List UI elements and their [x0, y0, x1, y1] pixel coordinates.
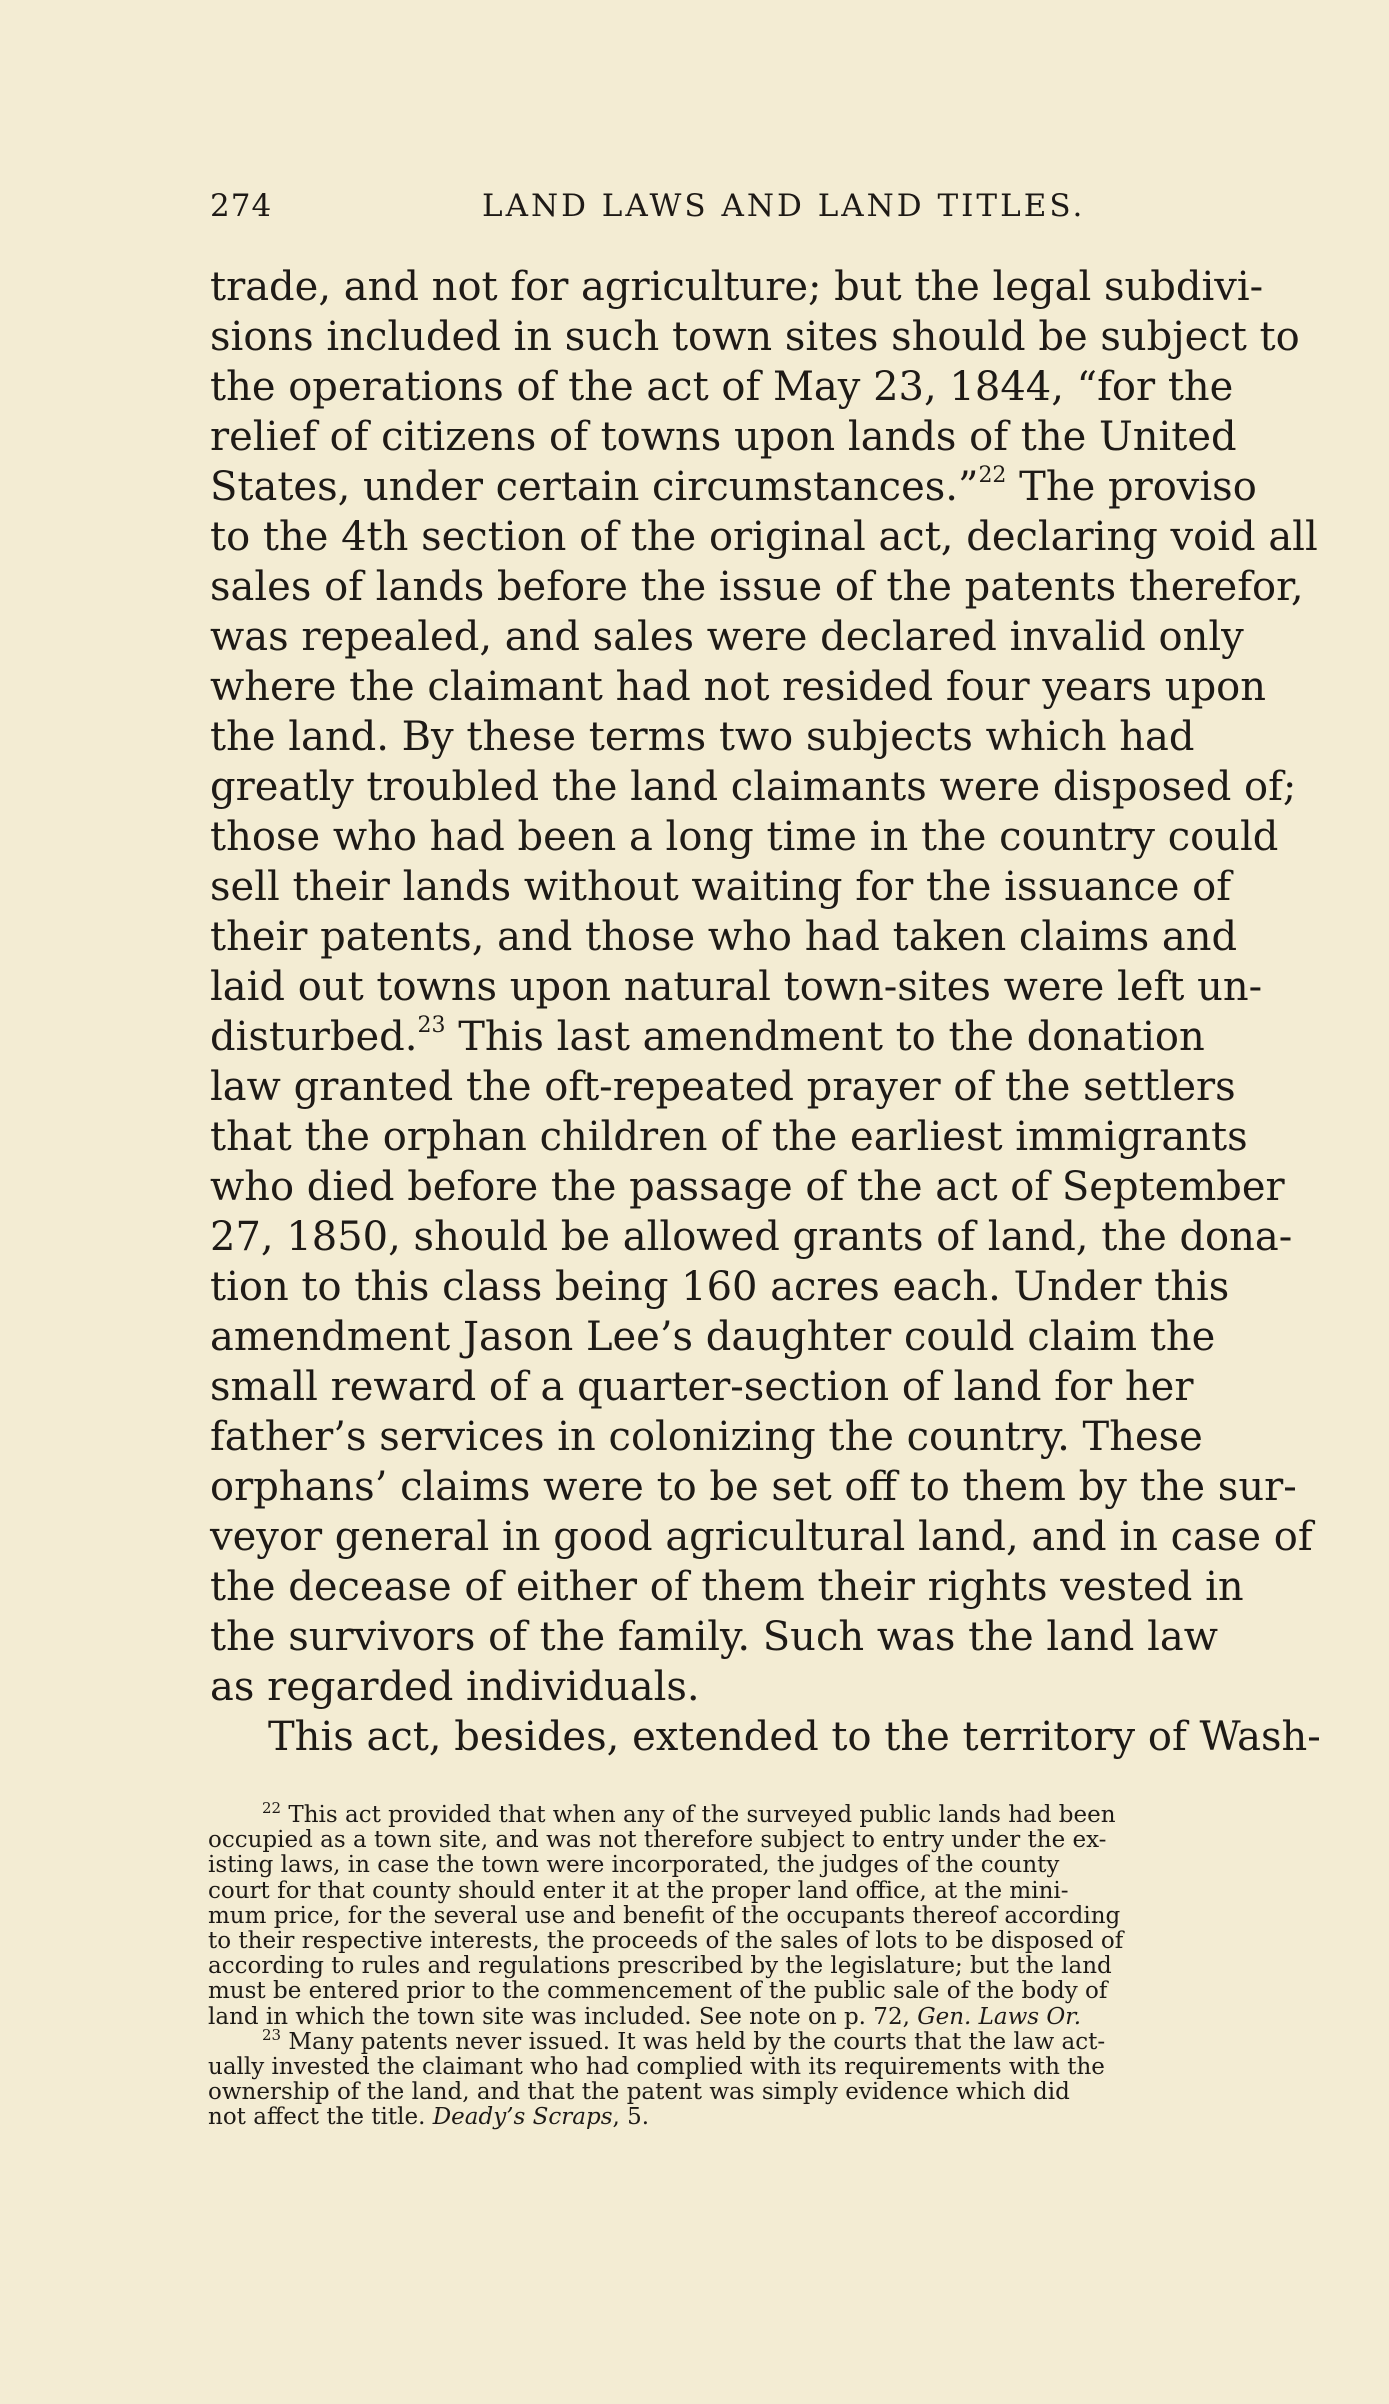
footnote-line: occupied as a town site, and was not therefore subject to entry under the ex- — [208, 1827, 1107, 1854]
text-fragment: , 5. — [612, 2104, 650, 2131]
text-line: that the orphan children of the earliest immigrants — [210, 1114, 1248, 1160]
text-line: relief of citizens of towns upon lands of the United — [210, 414, 1237, 460]
text-line: laid out towns upon natural town-sites were left un- — [210, 964, 1263, 1010]
footnote-line: must be entered prior to the commencement of the public sale of the body of — [208, 1978, 1108, 2005]
text-line: tion to this class being 160 acres each. Under this — [210, 1264, 1230, 1310]
footnote-line: isting laws, in case the town were incorporated, the judges of the county — [208, 1852, 1060, 1879]
text-line: father’s services in colonizing the country. These — [210, 1414, 1203, 1460]
citation-title: Gen. Laws Or. — [917, 2003, 1082, 2030]
footnote-mark-22: 22 — [262, 1799, 282, 1817]
text-line: as regarded individuals. — [210, 1664, 700, 1710]
text-line: the survivors of the family. Such was the land law — [210, 1614, 1218, 1660]
citation-title: Deady’s Scraps — [432, 2104, 613, 2131]
text-fragment: land in which the town site was included. See note on p. 72, — [208, 2003, 918, 2030]
paragraph-start-line: This act, besides, extended to the territory of Wash- — [268, 1714, 1321, 1760]
footnote-line: to their respective interests, the proceeds of the sales of lots to be disposed of — [208, 1927, 1124, 1954]
text-line: trade, and not for agriculture; but the legal subdivi- — [210, 264, 1264, 310]
text-line: veyor general in good agricultural land, and in case of — [210, 1514, 1313, 1560]
text-line: greatly troubled the land claimants were disposed of; — [210, 764, 1297, 810]
text-fragment: The proviso — [1006, 464, 1257, 510]
text-fragment: This last amendment to the donation — [445, 1014, 1205, 1060]
footnote-line: court for that county should enter it at the proper land office, at the mini- — [208, 1877, 1069, 1904]
footnote-line: according to rules and regulations prescribed by the legislature; but the land — [208, 1953, 1112, 1980]
footnote-line — [208, 2105, 1336, 2130]
footnotes — [208, 1799, 1336, 2131]
text-line: was repealed, and sales were declared invalid only — [210, 614, 1244, 660]
text-line: orphans’ claims were to be set off to them by the sur- — [210, 1464, 1297, 1510]
text-line: where the claimant had not resided four years upon — [210, 664, 1267, 710]
text-line: the decease of either of them their rights vested in — [210, 1564, 1244, 1610]
text-line: amendment Jason Lee’s daughter could claim the — [210, 1314, 1216, 1360]
page-number: 274 — [210, 188, 273, 224]
text-line: sell their lands without waiting for the issuance of — [210, 864, 1232, 910]
footnote-23-line — [208, 2025, 1336, 2055]
text-line: the land. By these terms two subjects which had — [210, 714, 1195, 760]
body-text — [210, 262, 1335, 1762]
footnote-ref-22[interactable]: 22 — [978, 463, 1007, 488]
footnote-line: mum price, for the several use and benefit of the occupants thereof according — [208, 1902, 1121, 1929]
text-line: sales of lands before the issue of the patents therefor, — [210, 564, 1304, 610]
text-line: their patents, and those who had taken claims and — [210, 914, 1238, 960]
text-fragment: disturbed. — [210, 1014, 418, 1060]
text-line — [210, 1012, 1335, 1062]
text-line: law granted the oft-repeated prayer of the settlers — [210, 1064, 1236, 1110]
text-line: 27, 1850, should be allowed grants of land, the dona- — [210, 1214, 1293, 1260]
text-line — [210, 462, 1335, 512]
footnote-mark-23: 23 — [262, 2025, 282, 2044]
text-fragment: Many patents never issued. It was held by the courts that the law act- — [281, 2028, 1106, 2055]
footnote-line: ownership of the land, and that the patent was simply evidence which did — [208, 2079, 1070, 2106]
text-fragment: States, under certain circumstances.” — [210, 464, 979, 510]
text-fragment: This act provided that when any of the surveyed public lands had been — [281, 1802, 1116, 1828]
text-fragment: not affect the title. — [208, 2104, 433, 2131]
text-line: the operations of the act of May 23, 1844, “for the — [210, 364, 1234, 410]
text-line: who died before the passage of the act of September — [210, 1164, 1285, 1210]
footnote-line — [208, 2005, 1336, 2030]
text-line: those who had been a long time in the country could — [210, 814, 1279, 860]
footnote-22-line — [208, 1799, 1336, 1828]
page-header — [210, 188, 1330, 238]
text-line: small reward of a quarter-section of land for her — [210, 1364, 1194, 1410]
running-head: LAND LAWS AND LAND TITLES. — [482, 188, 1086, 224]
text-line: sions included in such town sites should be subject to — [210, 314, 1300, 360]
footnote-line: ually invested the claimant who had complied with its requirements with the — [208, 2053, 1105, 2080]
footnote-ref-23[interactable]: 23 — [417, 1013, 446, 1038]
text-line: to the 4th section of the original act, declaring void all — [210, 514, 1318, 560]
